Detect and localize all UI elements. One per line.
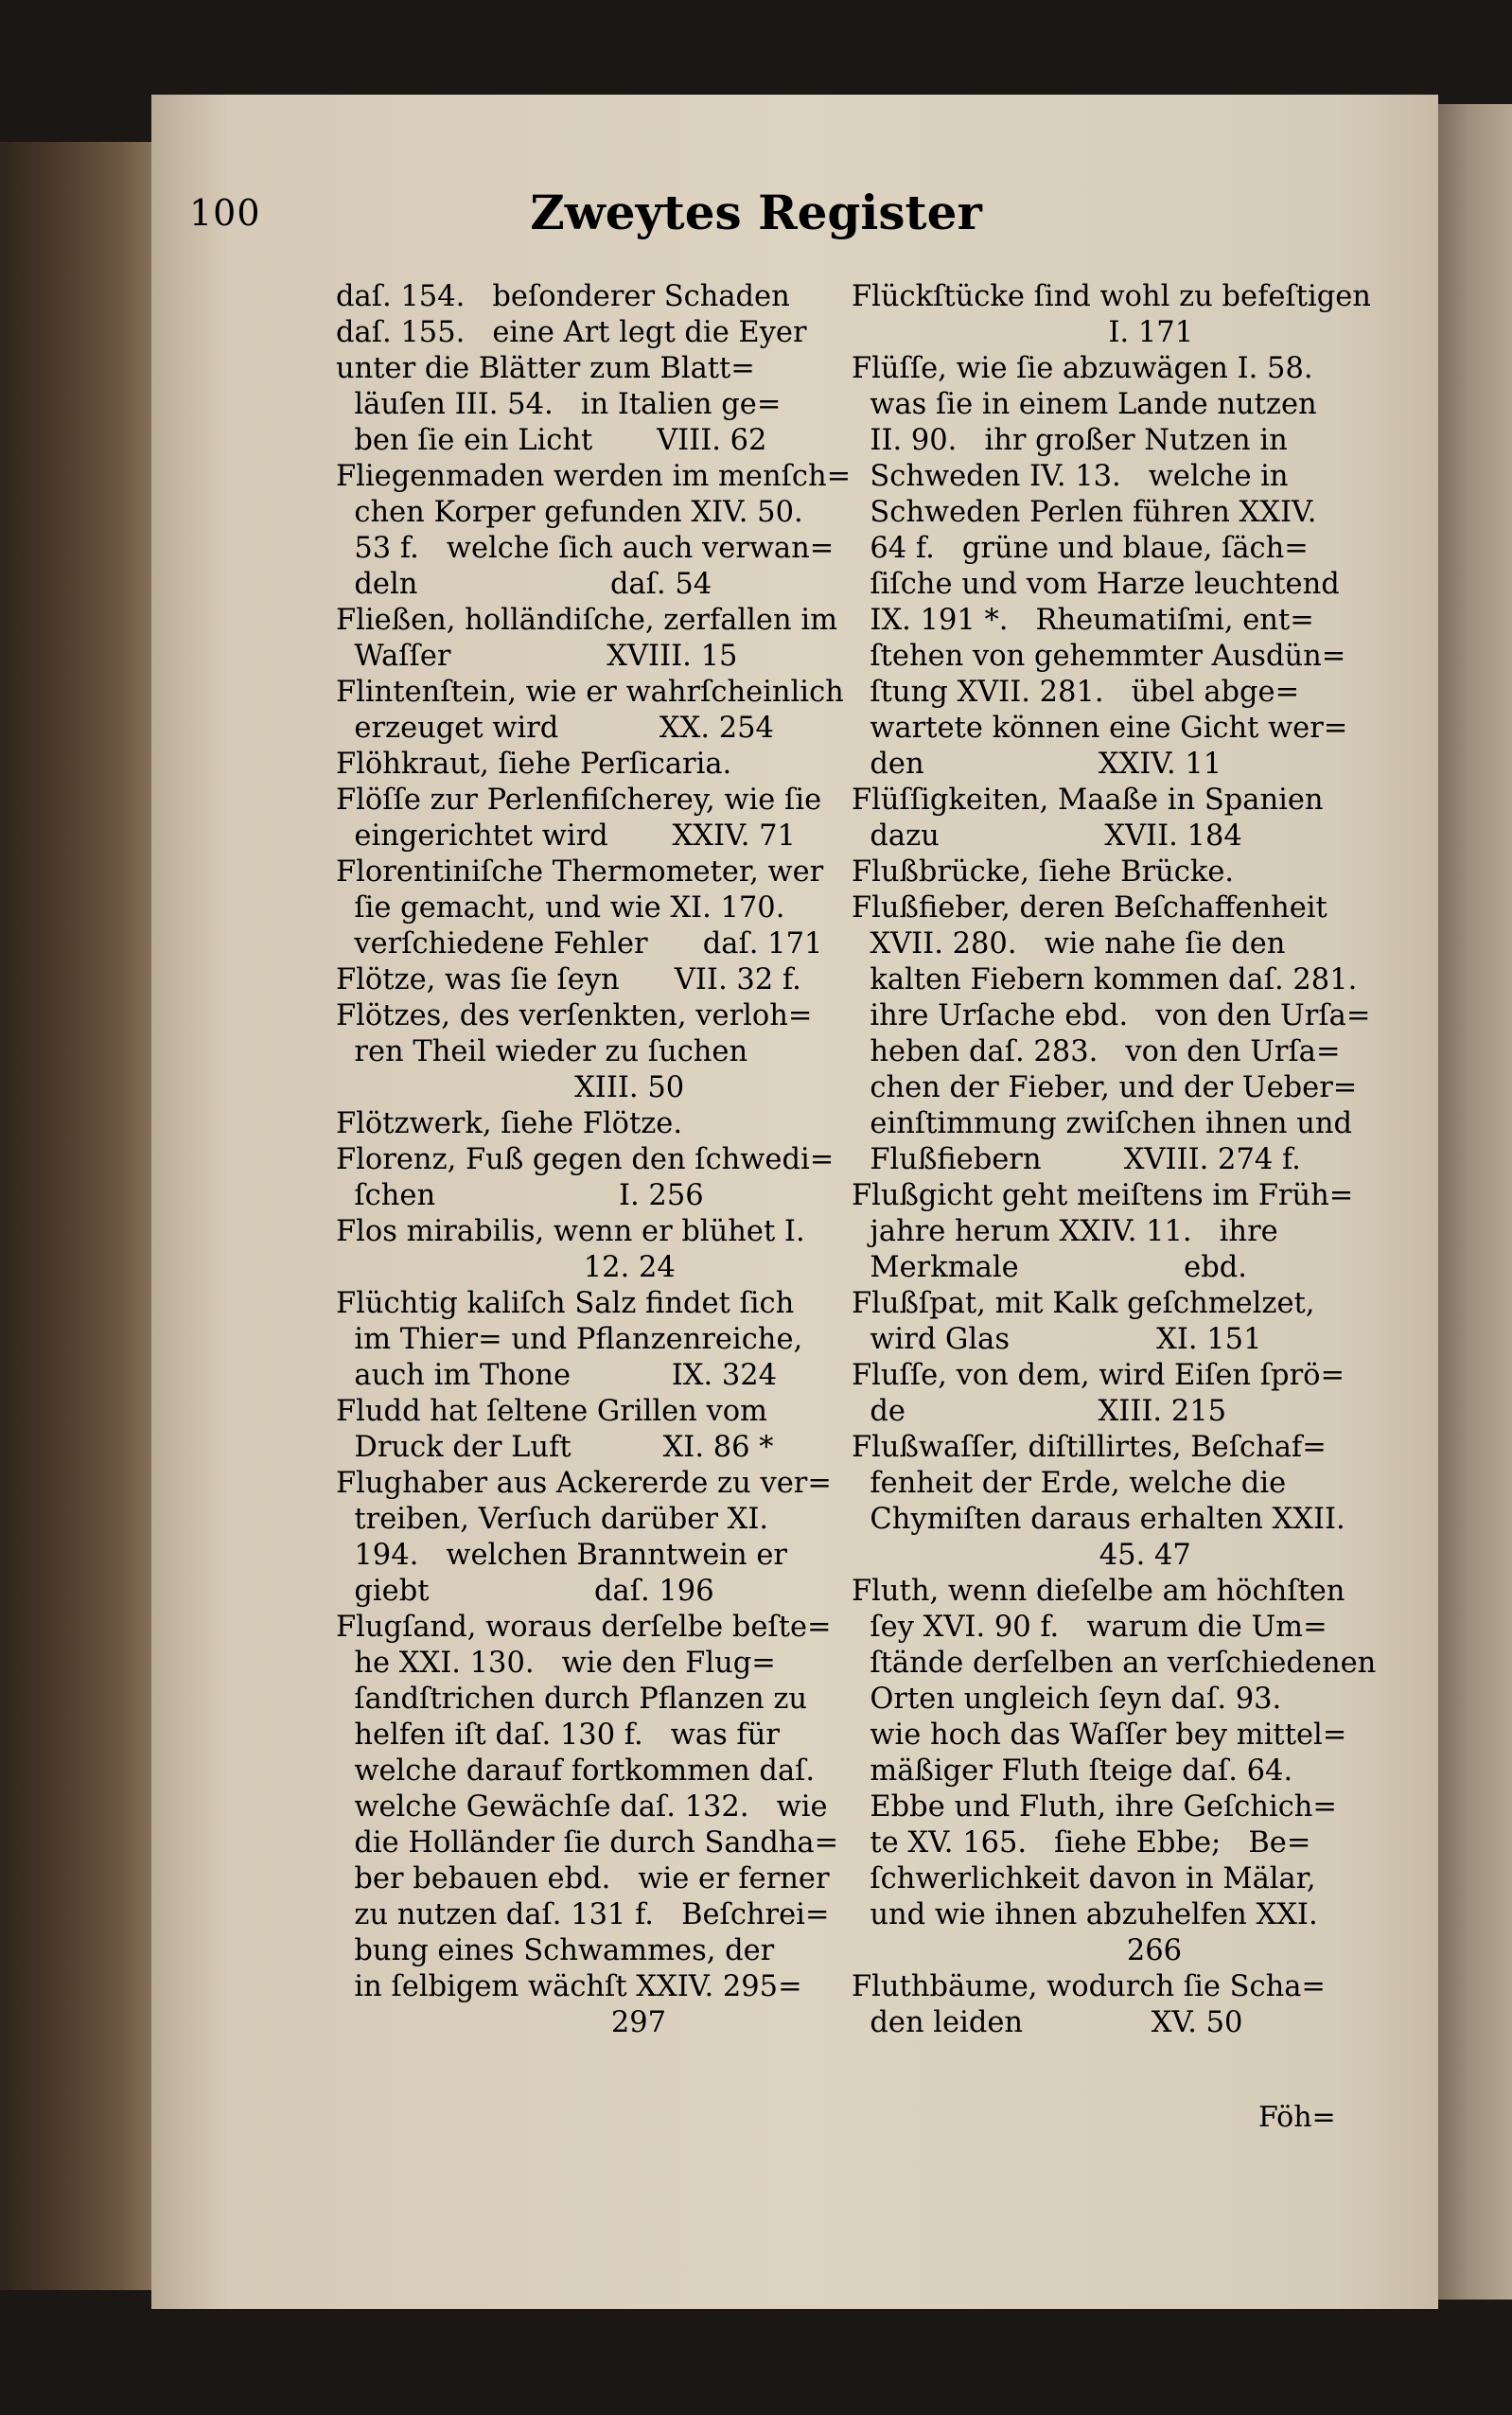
index-line: wartete können eine Gicht wer= — [852, 712, 1348, 745]
index-line: he XXI. 130. wie den Flug= — [336, 1647, 776, 1680]
index-line: I. 171 — [852, 316, 1194, 349]
index-line: ſtehen von gehemmter Ausdün= — [852, 640, 1346, 673]
index-line: ſandſtrichen durch Pflanzen zu — [336, 1683, 808, 1716]
right-column — [852, 279, 1377, 2041]
index-line: Orten ungleich ſeyn daſ. 93. — [852, 1683, 1282, 1716]
index-line: wird Glas XI. 151 — [852, 1323, 1262, 1356]
index-line: die Holländer ſie durch Sandha= — [336, 1826, 839, 1860]
index-line: läuſen III. 54. in Italien ge= — [336, 388, 782, 421]
index-line: ſchen I. 256 — [336, 1179, 704, 1212]
index-line: Schweden Perlen führen XXIV. — [852, 496, 1317, 529]
index-line: Flüchtig kaliſch Salz findet ſich — [336, 1287, 795, 1320]
index-line: XVII. 280. wie nahe ſie den — [852, 927, 1286, 961]
index-line: 194. welchen Branntwein er — [336, 1539, 788, 1572]
index-line: welche Gewächſe daſ. 132. wie — [336, 1790, 828, 1824]
book-edge — [0, 142, 166, 2290]
index-line: was ſie in einem Lande nutzen — [852, 388, 1317, 421]
index-line: XIII. 50 — [336, 1071, 685, 1104]
index-line: deln daſ. 54 — [336, 568, 712, 601]
index-line: ſtände derſelben an verſchiedenen — [852, 1647, 1377, 1680]
index-line: Flüſſigkeiten, Maaße in Spanien — [852, 784, 1324, 817]
index-line: 12. 24 — [336, 1251, 676, 1284]
index-line: Flußfiebern XVIII. 274 f. — [852, 1143, 1301, 1176]
index-line: Druck der Luft XI. 86 * — [336, 1431, 774, 1464]
index-line: 297 — [336, 2006, 667, 2039]
index-line: Merkmale ebd. — [852, 1251, 1247, 1284]
index-line: ſie gemacht, und wie XI. 170. — [336, 891, 785, 925]
index-line: ber bebauen ebd. wie er ferner — [336, 1862, 830, 1895]
index-line: Flintenſtein, wie er wahrſcheinlich — [336, 676, 844, 709]
index-line: Fluſſe, von dem, wird Eiſen ſprö= — [852, 1359, 1345, 1392]
index-line: eingerichtet wird XXIV. 71 — [336, 820, 796, 853]
index-line: daſ. 155. eine Art legt die Eyer — [336, 316, 807, 349]
index-line: bung eines Schwammes, der — [336, 1934, 775, 1967]
index-line: IX. 191 *. Rheumatiſmi, ent= — [852, 604, 1314, 637]
index-line: wie hoch das Waſſer bey mittel= — [852, 1719, 1347, 1752]
index-line: 45. 47 — [852, 1539, 1191, 1572]
index-line: Flöhkraut, ſiehe Perſicaria. — [336, 748, 732, 781]
index-line: Florenz, Fuß gegen den ſchwedi= — [336, 1143, 835, 1176]
index-line: ihre Urſache ebd. von den Urſa= — [852, 999, 1371, 1032]
index-line: de XIII. 215 — [852, 1395, 1227, 1428]
index-line: den leiden XV. 50 — [852, 2006, 1243, 2039]
index-line: ben ſie ein Licht VIII. 62 — [336, 424, 767, 457]
index-line: Waſſer XVIII. 15 — [336, 640, 738, 673]
index-line: fenheit der Erde, welche die — [852, 1467, 1287, 1500]
index-line: jahre herum XXIV. 11. ihre — [852, 1215, 1278, 1248]
index-line: dazu XVII. 184 — [852, 820, 1242, 853]
index-line: 266 — [852, 1934, 1183, 1967]
index-line: mäßiger Fluth ſteige daſ. 64. — [852, 1754, 1293, 1788]
index-line: ſey XVI. 90 f. warum die Um= — [852, 1611, 1327, 1644]
index-line: den XXIV. 11 — [852, 748, 1222, 781]
index-line: Fliegenmaden werden im menſch= — [336, 460, 852, 493]
index-line: verſchiedene Fehler daſ. 171 — [336, 927, 823, 961]
index-line: ſiſche und vom Harze leuchtend — [852, 568, 1340, 601]
index-line: helfen iſt daſ. 130 f. was für — [336, 1719, 780, 1752]
index-line: Flöſſe zur Perlenfiſcherey, wie ſie — [336, 784, 822, 817]
index-line: Fludd hat ſeltene Grillen vom — [336, 1395, 767, 1428]
left-column — [336, 279, 852, 2041]
index-line: ren Theil wieder zu ſuchen — [336, 1035, 748, 1068]
index-line: ſtung XVII. 281. übel abge= — [852, 676, 1300, 709]
index-line: Fließen, holländiſche, zerfallen im — [336, 604, 837, 637]
index-line: Fluth, wenn dieſelbe am höchſten — [852, 1575, 1345, 1608]
index-line: Flußgicht geht meiſtens im Früh= — [852, 1179, 1354, 1212]
index-line: erzeuget wird XX. 254 — [336, 712, 774, 745]
index-line: im Thier= und Pflanzenreiche, — [336, 1323, 803, 1356]
catchword: Föh= — [1258, 2101, 1336, 2134]
index-line: Flußfieber, deren Beſchaffenheit — [852, 891, 1327, 925]
index-line: 53 f. welche ſich auch verwan= — [336, 532, 835, 565]
index-line: Fluthbäume, wodurch ſie Scha= — [852, 1970, 1326, 2003]
facing-page-edge — [1438, 104, 1512, 2300]
index-line: einſtimmung zwiſchen ihnen und — [852, 1107, 1353, 1140]
index-line: II. 90. ihr großer Nutzen in — [852, 424, 1288, 457]
index-line: daſ. 154. beſonderer Schaden — [336, 280, 790, 313]
index-line: Flußſpat, mit Kalk geſchmelzet, — [852, 1287, 1315, 1320]
index-line: ſchwerlichkeit davon in Mälar, — [852, 1862, 1316, 1895]
page-header — [189, 185, 1323, 251]
index-line: chen der Fieber, und der Ueber= — [852, 1071, 1358, 1104]
index-line: chen Korper gefunden XIV. 50. — [336, 496, 803, 529]
running-title: Zweytes Register — [530, 185, 982, 240]
index-line: Flußbrücke, ſiehe Brücke. — [852, 855, 1235, 889]
index-line: Schweden IV. 13. welche in — [852, 460, 1289, 493]
index-line: Flußwaſſer, diſtillirtes, Beſchaf= — [852, 1431, 1327, 1464]
index-line: Flughaber aus Ackererde zu ver= — [336, 1467, 832, 1500]
index-line: Flugſand, woraus derſelbe beſte= — [336, 1611, 832, 1644]
index-line: und wie ihnen abzuhelfen XXI. — [852, 1898, 1318, 1931]
index-line: Florentiniſche Thermometer, wer — [336, 855, 824, 889]
index-line: Flötze, was ſie ſeyn VII. 32 f. — [336, 963, 801, 996]
index-line: in ſelbigem wächſt XXIV. 295= — [336, 1970, 802, 2003]
index-line: kalten Fiebern kommen daſ. 281. — [852, 963, 1358, 996]
index-line: giebt daſ. 196 — [336, 1575, 714, 1608]
index-line: te XV. 165. ſiehe Ebbe; Be= — [852, 1826, 1311, 1860]
index-line: 64 f. grüne und blaue, ſäch= — [852, 532, 1309, 565]
index-line: Flötzes, des verſenkten, verloh= — [336, 999, 813, 1032]
index-line: Chymiſten daraus erhalten XXII. — [852, 1503, 1345, 1536]
index-line: treiben, Verſuch darüber XI. — [336, 1503, 769, 1536]
page-number: 100 — [189, 192, 261, 234]
index-line: zu nutzen daſ. 131 f. Beſchrei= — [336, 1898, 830, 1931]
index-line: Flüſſe, wie ſie abzuwägen I. 58. — [852, 352, 1313, 385]
index-line: Flötzwerk, ſiehe Flötze. — [336, 1107, 683, 1140]
index-line: heben daſ. 283. von den Urſa= — [852, 1035, 1341, 1068]
index-line: Ebbe und Fluth, ihre Geſchich= — [852, 1790, 1337, 1824]
index-line: unter die Blätter zum Blatt= — [336, 352, 755, 385]
index-line: Flückſtücke ſind wohl zu befeſtigen — [852, 280, 1371, 313]
index-line: Flos mirabilis, wenn er blühet I. — [336, 1215, 805, 1248]
index-line: welche darauf fortkommen daſ. — [336, 1754, 816, 1788]
index-line: auch im Thone IX. 324 — [336, 1359, 778, 1392]
